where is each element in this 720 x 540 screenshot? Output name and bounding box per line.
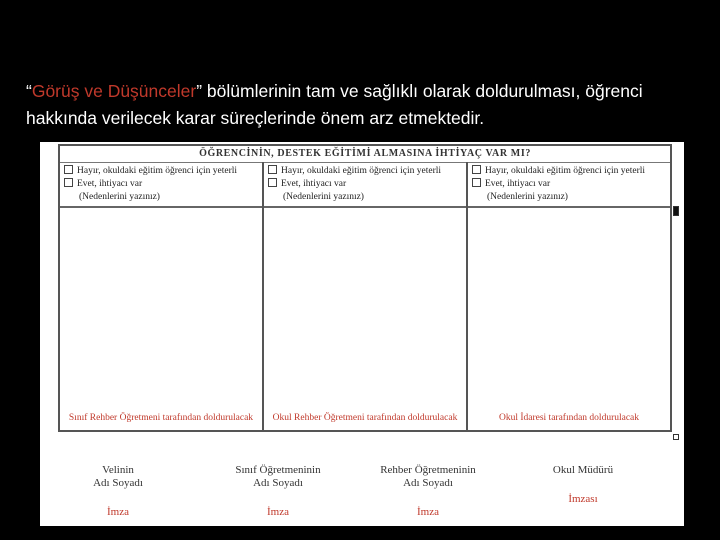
form-columns [60,162,670,430]
option-no [472,165,666,178]
checkbox-icon[interactable] [64,165,73,174]
option-no [64,165,258,178]
form-document-image [40,142,684,526]
signature-sign-label: İmzası [568,493,598,505]
checkbox-icon[interactable] [268,178,277,187]
caption-highlight: Görüş ve Düşünceler [31,81,197,101]
option-note: (Nedenlerini yazınız) [283,192,364,202]
signature-guidance-teacher [358,464,498,519]
signature-sign-label: İmza [267,506,289,518]
option-no [268,165,462,178]
support-education-form [58,144,672,432]
signature-sign-label: İmza [107,506,129,518]
form-column-administration [468,162,670,430]
option-yes [64,178,258,191]
signature-role: Sınıf Öğretmeninin [235,464,321,476]
option-no-label: Hayır, okuldaki eğitim öğrenci için yeterli [77,166,238,176]
signature-name-label: Adı Soyadı [93,477,143,489]
signature-name-label: Adı Soyadı [253,477,303,489]
option-yes-label: Evet, ihtiyacı var [485,179,551,189]
option-no-label: Hayır, okuldaki eğitim öğrenci için yeterli [485,166,646,176]
selection-handle-icon [673,206,679,216]
slide-caption [26,78,706,132]
filled-by-note: Sınıf Rehber Öğretmeni tarafından doldurulacak [68,413,254,423]
signature-class-teacher [208,464,348,519]
caption-quote-open: “ [26,81,32,101]
checkbox-icon[interactable] [268,165,277,174]
checkbox-icon[interactable] [64,178,73,187]
signature-row [58,464,672,524]
option-note: (Nedenlerini yazınız) [79,192,160,202]
options-block [60,162,262,208]
checkbox-icon[interactable] [472,165,481,174]
option-yes [268,178,462,191]
caption-rest: ” bölümlerinin tam ve sağlıklı olarak doldurulması, öğrenci hakkında verilecek karar süreçlerinde önem arz etmektedir. [26,81,643,128]
option-note: (Nedenlerini yazınız) [487,192,568,202]
form-column-class-teacher [60,162,264,430]
option-yes-label: Evet, ihtiyacı var [281,179,347,189]
signature-name-label: Adı Soyadı [403,477,453,489]
filled-by-note: Okul Rehber Öğretmeni tarafından doldurulacak [272,413,458,423]
checkbox-icon[interactable] [472,178,481,187]
filled-by-note: Okul İdaresi tarafından doldurulacak [498,413,640,423]
form-title: ÖĞRENCİNİN, DESTEK EĞİTİMİ ALMASINA İHTİYAÇ VAR MI? [60,146,670,163]
signature-role: Rehber Öğretmeninin [380,464,476,476]
signature-role: Velinin [102,464,134,476]
form-column-guidance-teacher [264,162,468,430]
option-no-label: Hayır, okuldaki eğitim öğrenci için yeterli [281,166,442,176]
option-yes [472,178,666,191]
selection-handle-icon [673,434,679,440]
options-block [264,162,466,208]
signature-parent [58,464,178,519]
signature-role: Okul Müdürü [552,464,614,476]
signature-sign-label: İmza [417,506,439,518]
signature-principal [528,464,638,506]
options-block [468,162,670,208]
option-yes-label: Evet, ihtiyacı var [77,179,143,189]
